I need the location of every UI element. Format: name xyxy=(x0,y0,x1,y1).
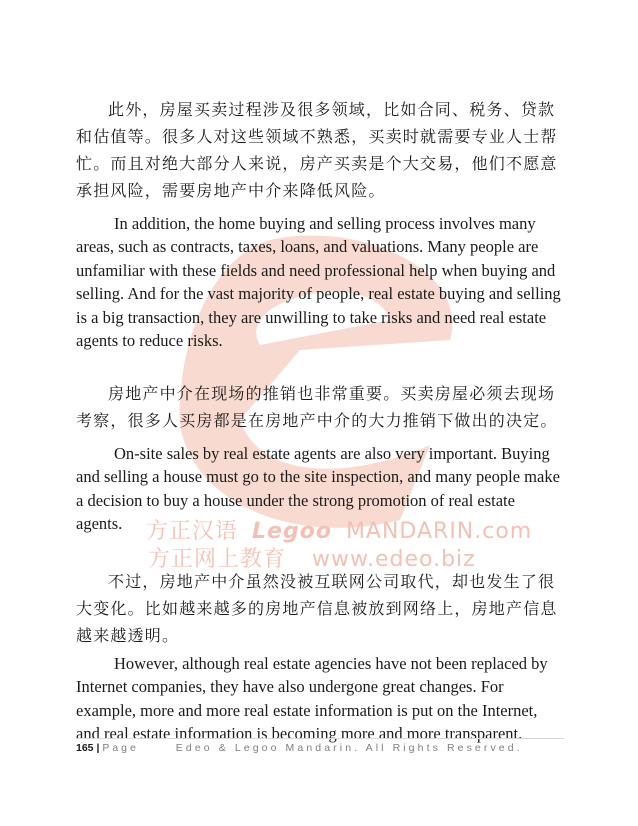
paragraph-zh-2: 房地产中介在现场的推销也非常重要。买卖房屋必须去现场考察，很多人买房都是在房地产中介的大力推销下做出的决定。 xyxy=(76,384,558,430)
watermark-legoo-logo: Legoo xyxy=(252,519,332,544)
page-number: 165 xyxy=(76,742,94,754)
watermark-mandarin-url: MANDARIN.com xyxy=(345,519,533,544)
paragraph-zh-3: 不过，房地产中介虽然没被互联网公司取代，却也发生了很大变化。比如越来越多的房地产信息被放到网络上，房地产信息越来越透明。 xyxy=(76,572,558,645)
page-footer xyxy=(76,738,564,754)
page-label: Page xyxy=(102,742,139,754)
watermark-edeo-url: www.edeo.biz xyxy=(312,547,476,572)
paragraph-zh-1: 此外，房屋买卖过程涉及很多领域，比如合同、税务、贷款和估值等。很多人对这些领域不熟悉，买卖时就需要专业人士帮忙。而且对绝大部分人来说，房产买卖是个大交易，他们不愿意承担风险，需要房地产中介来降低风险。 xyxy=(76,100,558,200)
watermark-cn-education: 方正网上教育 xyxy=(148,547,287,572)
paragraph-en-3: However, although real estate agencies have not been replaced by Internet companies, they have also undergone great changes. For example, more and more real estate information is put on the Internet, and real estate information is becoming more and more transparent. xyxy=(76,654,548,744)
paragraph-en-1: In addition, the home buying and selling process involves many areas, such as contracts, taxes, loans, and valuations. Many people are unfamiliar with these fields and need professional help when buying and selling. And for the vast majority of people, real estate buying and selling is a big transaction, they are unwilling to take risks and need real estate agents to reduce risks. xyxy=(76,214,561,351)
copyright-text: Edeo & Legoo Mandarin. All Rights Reserved. xyxy=(175,742,523,754)
paragraph-en-2: On-site sales by real estate agents are also very important. Buying and selling a house must go to the site inspection, and many people make a decision to buy a house under the strong promotion of real estate agents. xyxy=(76,444,560,534)
footer-separator: | xyxy=(96,742,100,754)
watermark-cn-brand: 方正汉语 xyxy=(146,519,239,544)
